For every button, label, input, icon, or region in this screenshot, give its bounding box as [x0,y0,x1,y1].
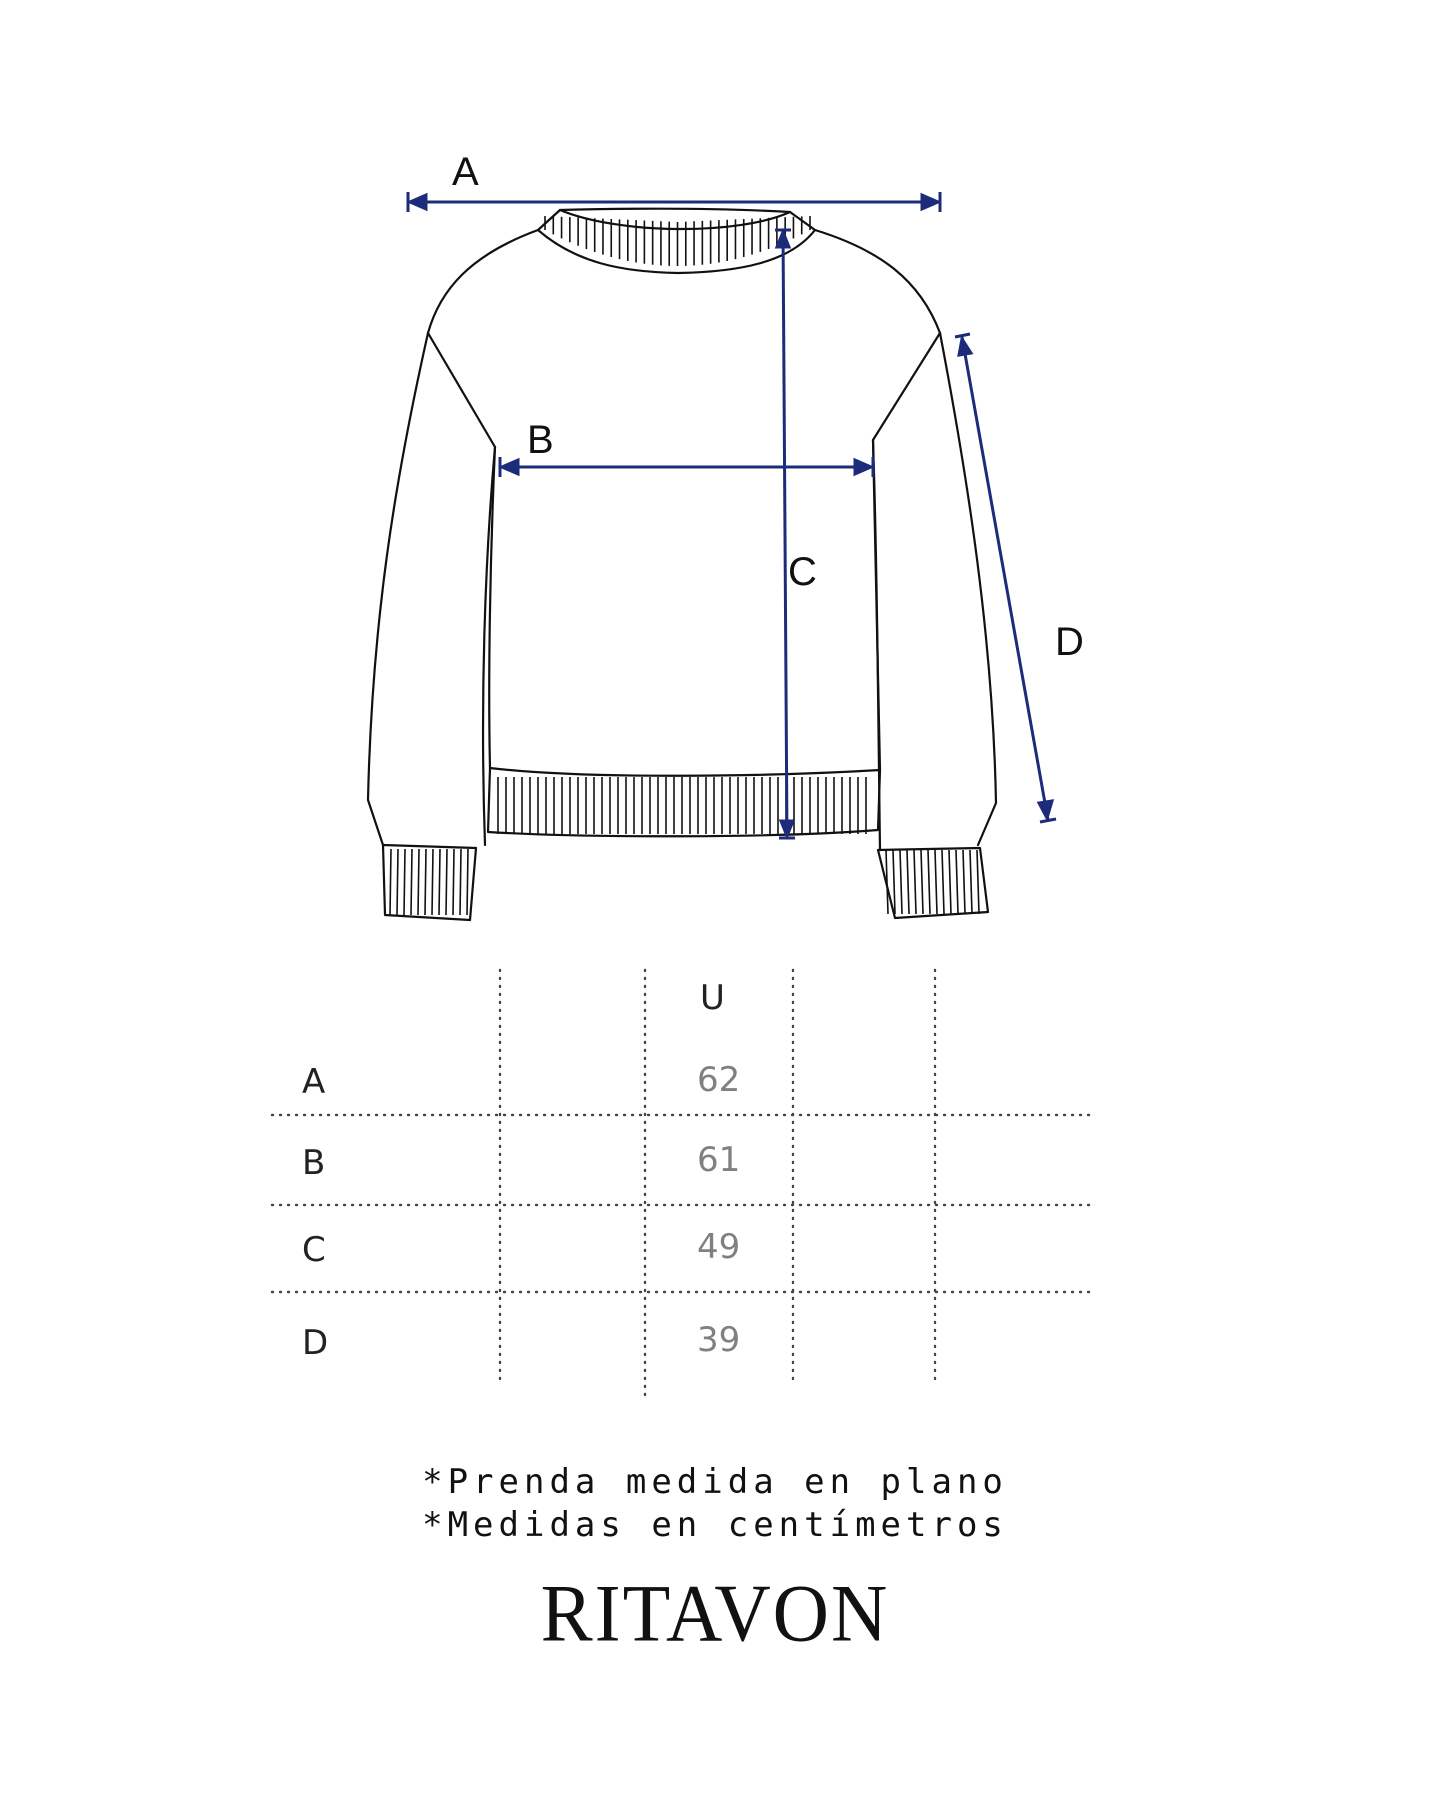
rib-stripe [928,850,930,914]
rib-stripe [432,849,433,915]
row-label-d: D [302,1323,329,1363]
rib-stripe [893,850,895,914]
dimension-label-c: C [788,550,817,594]
rib-stripe [425,849,426,915]
measure-d-line [962,337,1048,820]
rib-stripe [949,850,951,914]
rib-stripe [467,849,468,915]
rib-stripe [900,850,902,914]
rib-stripe [914,850,916,914]
note-flat-measurement: *Prenda medida en plano [422,1462,1008,1502]
dimension-label-b: B [527,418,554,462]
row-label-a: A [302,1062,326,1102]
rib-stripe [404,849,405,915]
rib-stripe [970,850,972,914]
rib-stripe [460,849,461,915]
row-value-c: 49 [697,1227,741,1267]
row-value-a: 62 [697,1060,741,1100]
rib-stripe [921,850,923,914]
rib-stripe [907,850,909,914]
left-sleeve-inner [428,333,495,845]
rib-stripe [446,849,447,915]
rib-stripe [411,849,412,915]
rib-stripe [439,849,440,915]
row-label-b: B [302,1143,326,1183]
right-sleeve-outline [940,333,996,845]
rib-stripe [935,850,937,914]
right-sleeve-inner [873,333,940,850]
row-value-b: 61 [697,1140,741,1180]
rib-stripe [390,849,391,915]
rib-stripe [977,850,979,914]
rib-stripe [963,850,965,914]
measurement-lines [408,192,1056,838]
dimension-label-d: D [1055,620,1084,664]
rib-stripe [418,849,419,915]
measure-c-line [783,230,787,838]
left-sleeve-outline [368,333,428,845]
dimension-label-a: A [452,150,479,194]
body-right-side [873,440,880,770]
rib-stripes [390,216,979,915]
rib-stripe [453,849,454,915]
column-header-u: U [700,978,725,1018]
brand-logo: RITAVON [540,1566,890,1659]
row-label-c: C [302,1230,326,1270]
rib-stripe [397,849,398,915]
row-value-d: 39 [697,1320,741,1360]
rib-stripe [886,850,888,914]
rib-stripe [956,850,958,914]
note-centimeters: *Medidas en centímetros [422,1505,1008,1545]
yoke-outline [428,230,940,333]
rib-stripe [942,850,944,914]
